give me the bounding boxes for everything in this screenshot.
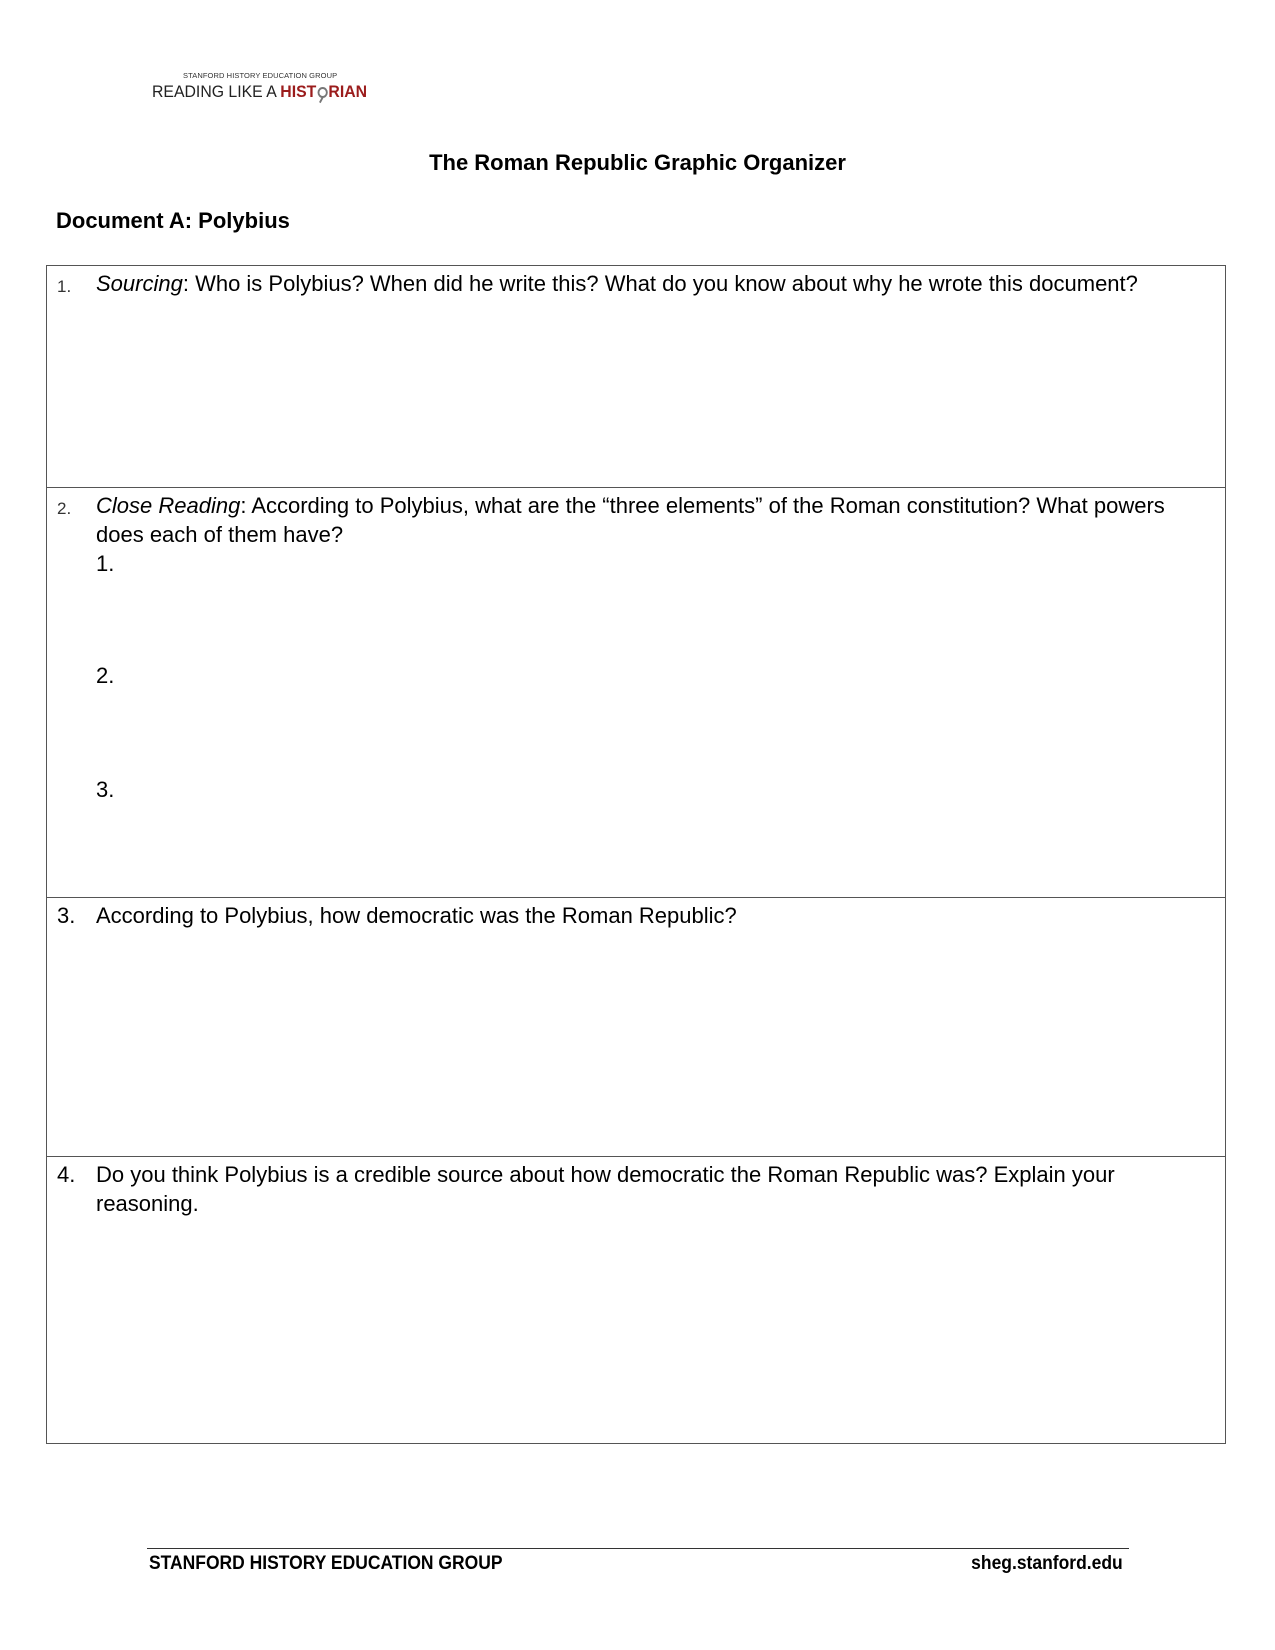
question-number: 1. (57, 277, 72, 296)
question-label: Sourcing (96, 271, 183, 296)
question-1-cell[interactable] (47, 266, 1225, 487)
footer-divider (147, 1548, 1129, 1549)
question-3-cell[interactable] (47, 897, 1225, 1156)
logo-main-prefix: READING LIKE A (152, 82, 281, 101)
question-text: Do you think Polybius is a credible source about how democratic the Roman Republic was? Explain your reasoning. (96, 1162, 1115, 1216)
question-text: According to Polybius, how democratic was the Roman Republic? (96, 903, 737, 928)
question-body: : According to Polybius, what are the “three elements” of the Roman constitution? What powers does each of them have? (96, 493, 1165, 547)
subitem-2: 2. (96, 663, 115, 688)
question-number: 3. (57, 903, 76, 928)
question-body: : Who is Polybius? When did he write this? What do you know about why he wrote this document? (182, 271, 1138, 296)
question-number: 2. (57, 499, 72, 518)
question-text (96, 488, 1205, 549)
footer-organization: STANFORD HISTORY EDUCATION GROUP (149, 1553, 503, 1574)
page-title: The Roman Republic Graphic Organizer (429, 150, 846, 175)
subitem-1: 1. (96, 551, 115, 576)
question-number: 4. (57, 1162, 76, 1187)
subitem-3: 3. (96, 777, 115, 802)
logo-main-red-1: HIST (280, 82, 317, 101)
question-2-cell[interactable] (47, 487, 1225, 897)
question-text (96, 266, 1205, 298)
question-4-cell[interactable] (47, 1156, 1225, 1443)
document-heading: Document A: Polybius (56, 208, 290, 233)
footer-website: sheg.stanford.edu (971, 1553, 1123, 1574)
question-table (46, 265, 1226, 1444)
magnifier-icon (317, 87, 327, 98)
logo-main-line (152, 82, 367, 102)
reading-like-a-historian-logo (152, 71, 383, 102)
question-label: Close Reading (96, 493, 241, 518)
logo-top-line: STANFORD HISTORY EDUCATION GROUP (183, 71, 338, 80)
logo-main-red-2: RIAN (328, 82, 368, 101)
